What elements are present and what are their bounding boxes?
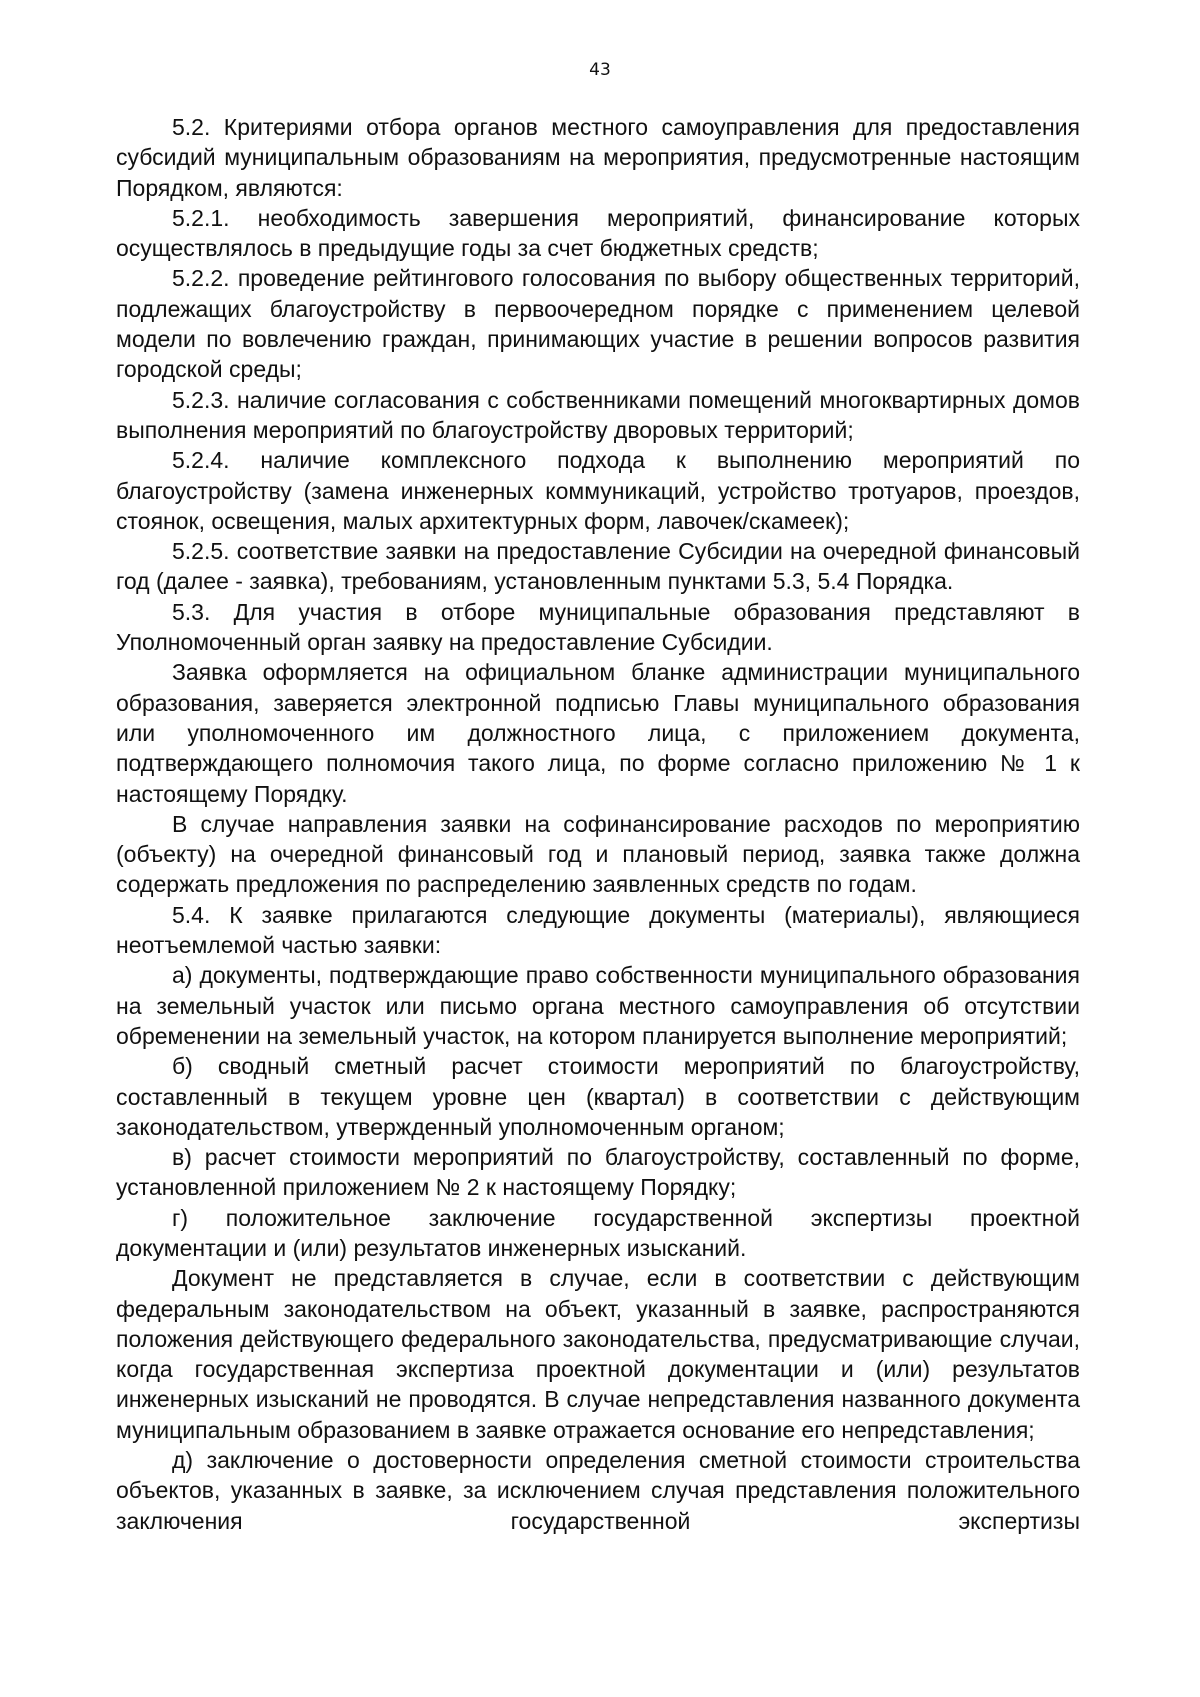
- paragraph-5-3: 5.3. Для участия в отборе муниципальные образования представляют в Уполномоченный орган заявку на предоставление Субсидии.: [116, 598, 1080, 656]
- paragraph-5-2-4: 5.2.4. наличие комплексного подхода к выполнению мероприятий по благоустройству (замена инженерных коммуникаций, устройство тротуаров, проездов, стоянок, освещения, малых архитектурных форм, лавочек/скамеек);: [116, 447, 1080, 534]
- document-body: [116, 112, 1080, 1536]
- list-item-d: д) заключение о достоверности определения сметной стоимости строительства объектов, указанных в заявке, за исключением случая представления положительного заключения государственной экспертизы: [116, 1447, 1080, 1534]
- paragraph-5-2-2: 5.2.2. проведение рейтингового голосования по выбору общественных территорий, подлежащих благоустройству в первоочередном порядке с применением целевой модели по вовлечению граждан, принимающих участие в решении вопросов развития городской среды;: [116, 265, 1080, 383]
- paragraph-5-2-1: 5.2.1. необходимость завершения мероприятий, финансирование которых осуществлялось в предыдущие годы за счет бюджетных средств;: [116, 204, 1080, 262]
- list-item-g: г) положительное заключение государственной экспертизы проектной документации и (или) результатов инженерных изысканий.: [116, 1204, 1080, 1261]
- paragraph-application-form: Заявка оформляется на официальном бланке администрации муниципального образования, заверяется электронной подписью Главы муниципального образования или уполномоченного им должностного лица, с приложением документа, подтверждающего полномочия такого лица, по форме согласно приложению № 1 к настоящему Порядку.: [116, 659, 1080, 807]
- page-number: 43: [589, 60, 611, 80]
- paragraph-cofinancing: В случае направления заявки на софинансирование расходов по мероприятию (объекту) на очередной финансовый год и плановый период, заявка также должна содержать предложения по распределению заявленных средств по годам.: [116, 810, 1080, 898]
- list-item-b: б) сводный сметный расчет стоимости мероприятий по благоустройству, составленный в текущем уровне цен (квартал) в соответствии с действующим законодательством, утвержденный уполномоченным органом;: [116, 1053, 1080, 1140]
- paragraph-5-2: 5.2. Критериями отбора органов местного самоуправления для предоставления субсидий муниципальным образованиям на мероприятия, предусмотренные настоящим Порядком, являются:: [116, 114, 1080, 201]
- paragraph-expertise-exception: Документ не представляется в случае, если в соответствии с действующим федеральным законодательством на объект, указанный в заявке, распространяются положения действующего федерального законодательства, предусматривающие случаи, когда государственная экспертиза проектной документации и (или) результатов инженерных изысканий не проводятся. В случае непредставления названного документа муниципальным образованием в заявке отражается основание его непредставления;: [116, 1265, 1080, 1443]
- paragraph-5-4: 5.4. К заявке прилагаются следующие документы (материалы), являющиеся неотъемлемой частью заявки:: [116, 901, 1080, 959]
- list-item-v: в) расчет стоимости мероприятий по благоустройству, составленный по форме, установленной приложением № 2 к настоящему Порядку;: [116, 1144, 1080, 1201]
- paragraph-5-2-3: 5.2.3. наличие согласования с собственниками помещений многоквартирных домов выполнения мероприятий по благоустройству дворовых территорий;: [116, 386, 1080, 443]
- list-item-a: а) документы, подтверждающие право собственности муниципального образования на земельный участок или письмо органа местного самоуправления об отсутствии обременении на земельный участок, на котором планируется выполнение мероприятий;: [116, 962, 1080, 1049]
- paragraph-5-2-5: 5.2.5. соответствие заявки на предоставление Субсидии на очередной финансовый год (далее - заявка), требованиям, установленным пунктами 5.3, 5.4 Порядка.: [116, 538, 1080, 595]
